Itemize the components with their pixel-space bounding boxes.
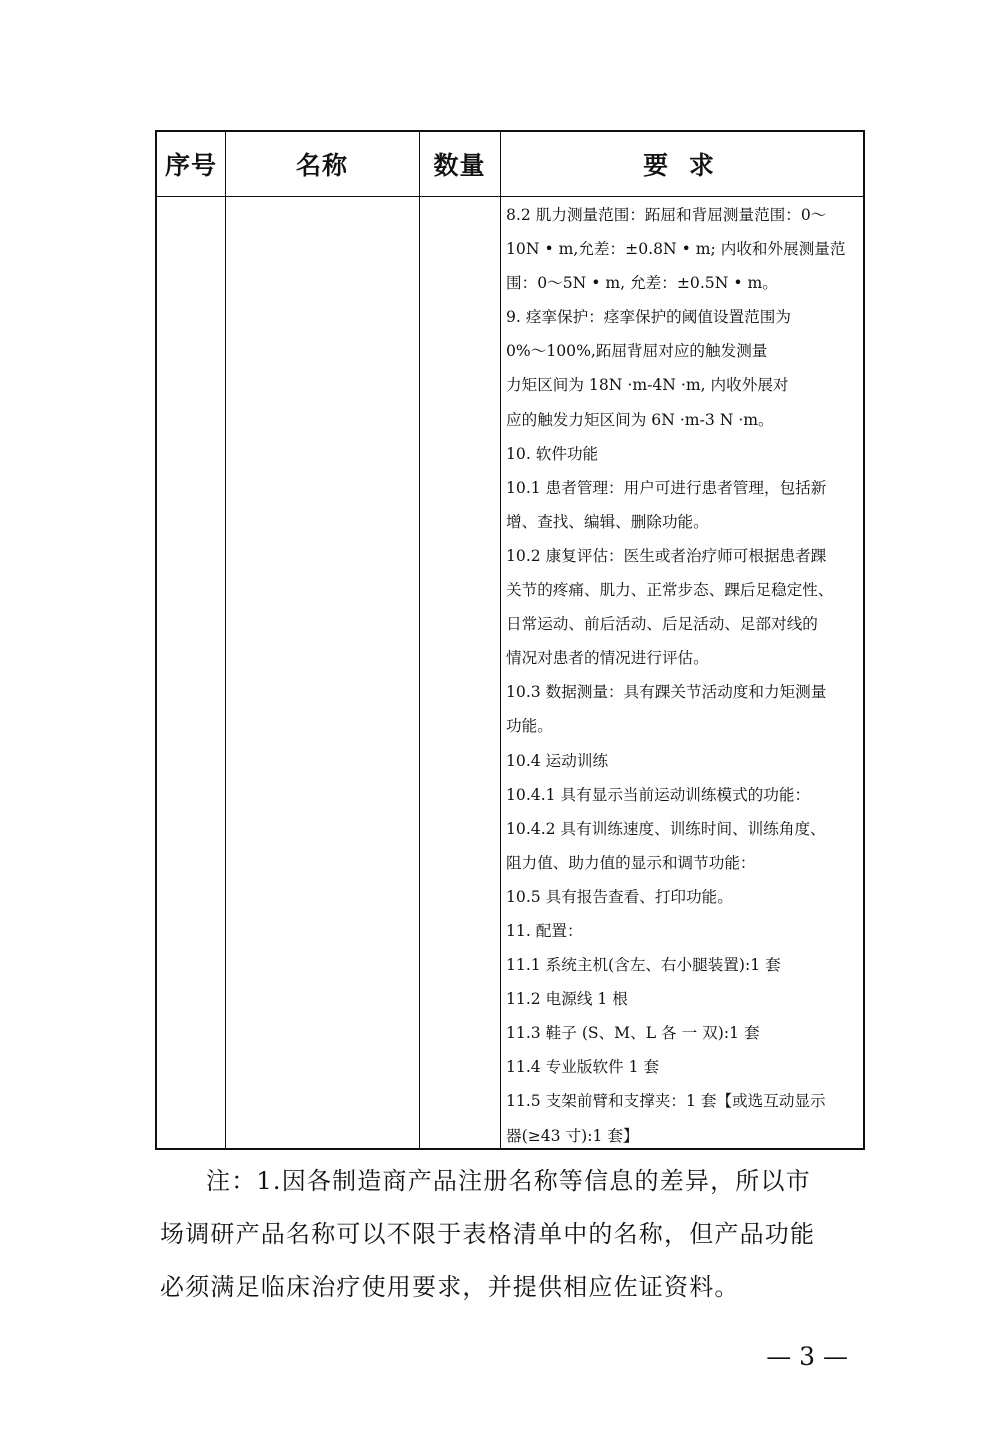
column-divider <box>419 132 420 1148</box>
requirement-line: 力矩区间为 18N ·m-4N ·m, 内收外展对 <box>506 376 789 395</box>
requirement-line: 10.1 患者管理：用户可进行患者管理，包括新 <box>506 478 827 497</box>
requirement-line: 功能。 <box>506 717 553 736</box>
requirements-cell <box>506 198 864 1153</box>
requirement-line: 10. 软件功能 <box>506 444 599 463</box>
header-requirements: 要 求 <box>643 151 720 180</box>
requirement-line: 11.4 专业版软件 1 套 <box>506 1058 660 1077</box>
requirement-line: 阻力值、助力值的显示和调节功能： <box>506 853 756 872</box>
requirement-line: 关节的疼痛、肌力、正常步态、踝后足稳定性、 <box>506 581 834 600</box>
requirement-line: 情况对患者的情况进行评估。 <box>506 649 709 668</box>
requirement-line: 11.2 电源线 1 根 <box>506 990 628 1009</box>
requirement-line: 0%～100%,跖屈背屈对应的触发测量 <box>506 342 768 361</box>
header-name: 名称 <box>295 151 348 180</box>
requirement-line: 10.4 运动训练 <box>506 751 609 770</box>
requirement-line: 11.3 鞋子 (S、M、L 各 一 双):1 套 <box>506 1024 760 1043</box>
requirement-line: 8.2 肌力测量范围：跖屈和背屈测量范围：0～ <box>506 206 827 224</box>
footnote <box>160 1155 860 1314</box>
requirement-line: 9. 痉挛保护：痉挛保护的阈值设置范围为 <box>506 308 791 327</box>
column-divider <box>225 132 226 1148</box>
footnote-line: 场调研产品名称可以不限于表格清单中的名称，但产品功能 <box>160 1220 816 1248</box>
column-divider <box>500 132 501 1148</box>
requirement-line: 11. 配置： <box>506 921 583 940</box>
requirement-line: 10.3 数据测量：具有踝关节活动度和力矩测量 <box>506 683 827 702</box>
requirement-line: 11.5 支架前臂和支撑夹：1 套【或选互动显示 <box>506 1092 826 1111</box>
requirement-line: 11.1 系统主机(含左、右小腿装置):1 套 <box>506 956 781 975</box>
spec-table <box>155 130 865 1150</box>
header-divider <box>157 196 863 197</box>
page-number: — 3 — <box>766 1342 848 1371</box>
requirement-line: 10.4.2 具有训练速度、训练时间、训练角度、 <box>506 819 826 838</box>
requirement-line: 10.4.1 具有显示当前运动训练模式的功能： <box>506 785 811 804</box>
requirement-line: 日常运动、前后活动、后足活动、足部对线的 <box>506 615 818 634</box>
requirement-line: 增、查找、编辑、删除功能。 <box>506 512 709 531</box>
header-quantity: 数量 <box>433 151 486 180</box>
requirement-line: 围：0～5N • m, 允差：±0.5N • m。 <box>506 274 778 293</box>
requirement-line: 10.5 具有报告查看、打印功能。 <box>506 887 733 906</box>
requirement-line: 10N • m,允差：±0.8N • m; 内收和外展测量范 <box>506 240 846 259</box>
requirement-line: 10.2 康复评估：医生或者治疗师可根据患者踝 <box>506 546 827 565</box>
footnote-line: 必须满足临床治疗使用要求，并提供相应佐证资料。 <box>160 1273 740 1301</box>
requirement-line: 器(≥43 寸):1 套】 <box>506 1126 639 1145</box>
requirement-line: 应的触发力矩区间为 6N ·m-3 N ·m。 <box>506 410 774 429</box>
footnote-line: 注：1.因各制造商产品注册名称等信息的差异，所以市 <box>206 1167 811 1195</box>
header-index: 序号 <box>164 151 217 180</box>
